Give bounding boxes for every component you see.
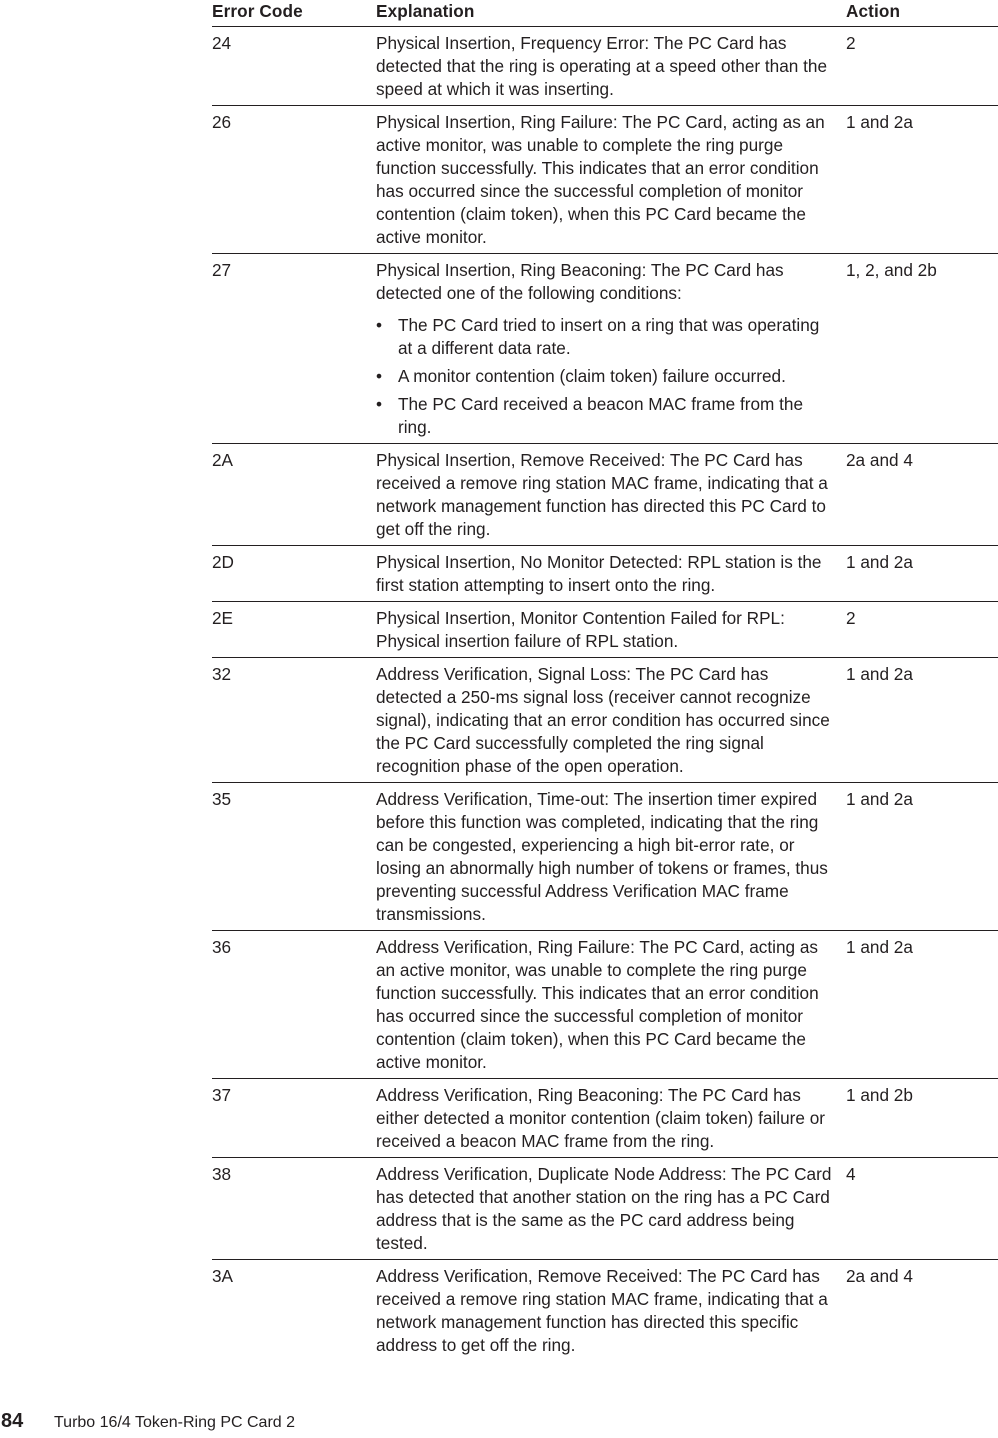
- table-row: [212, 602, 998, 658]
- action-cell: 2: [846, 27, 998, 106]
- bullet-icon: •: [376, 315, 383, 335]
- error-code-cell: 2D: [212, 546, 376, 602]
- explanation-cell: Physical Insertion, No Monitor Detected: RPL station is the first station attempting to insert onto the ring.: [376, 546, 846, 602]
- table-row: [212, 1079, 998, 1158]
- error-code-cell: 36: [212, 931, 376, 1079]
- action-cell: 1 and 2a: [846, 783, 998, 931]
- table-row: [212, 546, 998, 602]
- table-row: [212, 27, 998, 106]
- explanation-cell: Address Verification, Ring Beaconing: The PC Card has either detected a monitor contention (claim token) failure or received a beacon MAC frame from the ring.: [376, 1079, 846, 1158]
- action-cell: 1 and 2a: [846, 106, 998, 254]
- header-error-code: Error Code: [212, 0, 376, 27]
- error-code-cell: 2A: [212, 444, 376, 546]
- explanation-cell: Physical Insertion, Frequency Error: The PC Card has detected that the ring is operating at a speed other than the speed at which it was inserting.: [376, 27, 846, 106]
- action-cell: 1, 2, and 2b: [846, 254, 998, 444]
- action-cell: 2: [846, 602, 998, 658]
- action-cell: 2a and 4: [846, 1266, 913, 1286]
- condition-list: [376, 314, 834, 439]
- error-code-cell: 38: [212, 1158, 376, 1260]
- explanation-intro: Physical Insertion, Ring Beaconing: The PC Card has detected one of the following conditions:: [376, 260, 784, 303]
- explanation-cell: Address Verification, Duplicate Node Address: The PC Card has detected that another station on the ring has a PC Card address that is the same as the PC card address being tested.: [376, 1158, 846, 1260]
- table-row: [212, 1260, 998, 1362]
- explanation-cell: Physical Insertion, Ring Failure: The PC Card, acting as an active monitor, was unable to complete the ring purge function successfully. This indicates that an error condition has occurred since the successful completion of monitor contention (claim token), when this PC Card became the active monitor.: [376, 106, 846, 254]
- bullet-icon: •: [376, 366, 383, 386]
- table-row: [212, 783, 998, 931]
- header-action: Action: [846, 0, 998, 27]
- explanation-cell: [376, 254, 846, 444]
- explanation-cell: Address Verification, Signal Loss: The PC Card has detected a 250-ms signal loss (receiver cannot recognize signal), indicating that an error condition has occurred since the PC Card successfully completed the ring signal recognition phase of the open operation.: [376, 658, 846, 783]
- table-row: [212, 1158, 998, 1260]
- error-code-cell: 24: [212, 27, 376, 106]
- table-row: [212, 444, 998, 546]
- explanation-cell: Address Verification, Remove Received: The PC Card has received a remove ring station MAC frame, indicating that a network management function has directed this specific address to get off the ring.: [376, 1266, 828, 1355]
- list-item-text: The PC Card received a beacon MAC frame from the ring.: [398, 394, 804, 437]
- book-title: Turbo 16/4 Token-Ring PC Card 2: [54, 1414, 296, 1431]
- table-row: [212, 254, 998, 444]
- error-code-cell: 26: [212, 106, 376, 254]
- error-code-cell: 32: [212, 658, 376, 783]
- explanation-cell: Address Verification, Ring Failure: The PC Card, acting as an active monitor, was unable to complete the ring purge function successfully. This indicates that an error condition has occurred since the successful completion of monitor contention (claim token), when this PC Card became the active monitor.: [376, 931, 846, 1079]
- list-item: [376, 314, 834, 360]
- error-code-cell: 37: [212, 1079, 376, 1158]
- action-cell: 1 and 2a: [846, 546, 998, 602]
- list-item: [376, 393, 834, 439]
- table-row: [212, 658, 998, 783]
- header-explanation: Explanation: [376, 0, 846, 27]
- page-number: 84: [1, 1410, 24, 1432]
- error-code-cell: 2E: [212, 602, 376, 658]
- action-cell: 1 and 2a: [846, 931, 998, 1079]
- action-cell: 2a and 4: [846, 444, 998, 546]
- list-item-text: The PC Card tried to insert on a ring that was operating at a different data rate.: [398, 315, 820, 358]
- list-item: [376, 365, 834, 388]
- explanation-cell: Physical Insertion, Monitor Contention Failed for RPL: Physical insertion failure of RPL station.: [376, 602, 846, 658]
- table-row: [212, 931, 998, 1079]
- error-code-cell: 27: [212, 254, 376, 444]
- explanation-cell: Address Verification, Time-out: The insertion timer expired before this function was completed, indicating that the ring can be congested, experiencing a high bit-error rate, or losing an abnormally high number of tokens or frames, thus preventing successful Address Verification MAC frame transmissions.: [376, 783, 846, 931]
- action-cell: 1 and 2b: [846, 1079, 998, 1158]
- table-row: [212, 106, 998, 254]
- action-cell: 4: [846, 1158, 998, 1260]
- error-code-table: [212, 0, 998, 1361]
- action-cell: 1 and 2a: [846, 658, 998, 783]
- explanation-cell: Physical Insertion, Remove Received: The PC Card has received a remove ring station MAC frame, indicating that a network management function has directed this PC Card to get off the ring.: [376, 444, 846, 546]
- list-item-text: A monitor contention (claim token) failure occurred.: [398, 366, 786, 386]
- page-footer: [0, 1410, 295, 1438]
- error-code-cell: 35: [212, 783, 376, 931]
- error-code-cell: 3A: [212, 1266, 234, 1286]
- table-header-row: [212, 0, 998, 27]
- bullet-icon: •: [376, 394, 383, 414]
